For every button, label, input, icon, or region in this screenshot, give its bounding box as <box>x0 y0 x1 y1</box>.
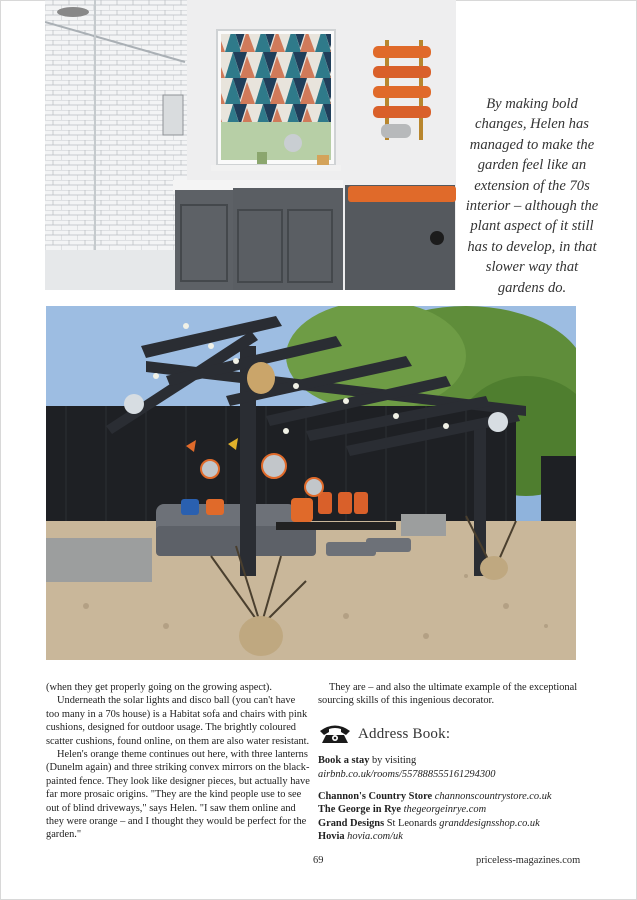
book-stay-label: Book a stay <box>318 755 370 767</box>
entry-url[interactable]: granddesignsshop.co.uk <box>439 817 540 829</box>
address-entry <box>318 817 580 830</box>
paragraph: Helen's orange theme continues out here, with three lanterns (Dunelm again) and three striking convex mirrors on the black-painted fence. They look like designer pieces, but actually have far more prosaic origins. "They are the kind people use to see out of blind driveways," says Helen. "I saw them online and they were orange – and I thought they would be perfect for the garden." <box>46 749 310 841</box>
entry-name: The George in Rye <box>318 804 402 816</box>
pull-quote: By making bold changes, Helen has managed to make the garden feel like an extension of the 70s interior – although the plant aspect of it still has to develop, in that slower way that gardens do. <box>465 96 599 296</box>
book-stay-url[interactable]: airbnb.co.uk/rooms/557888555161294300 <box>318 768 496 780</box>
book-stay-line <box>318 754 580 767</box>
entry-name: Channon's Country Store <box>318 791 433 803</box>
address-book-heading <box>318 722 580 748</box>
bathroom-photo <box>45 0 456 290</box>
entry-url[interactable]: hovia.com/uk <box>347 831 403 843</box>
telephone-icon <box>318 722 352 748</box>
entry-location: St Leonards <box>384 817 437 829</box>
page-number: 69 <box>313 855 324 866</box>
entry-url[interactable]: thegeorgeinrye.com <box>403 804 487 816</box>
address-entry <box>318 830 580 843</box>
entry-name: Hovia <box>318 831 345 843</box>
entry-name: Grand Designs <box>318 817 385 829</box>
footer-site-link[interactable]: priceless-magazines.com <box>476 855 581 866</box>
right-text-column <box>318 681 580 844</box>
paragraph: (when they get properly going on the growing aspect). <box>46 682 272 693</box>
paragraph: Underneath the solar lights and disco ball (you can't have too many in a 70s house) is a Habitat sofa and chairs with pink cushions, designed for outdoor usage. The brightly coloured scatter cushions, found online, on them are also water resistant. <box>46 695 310 747</box>
paragraph: They are – and also the ultimate example of the exceptional sourcing skills of this ingenious decorator. <box>318 682 578 707</box>
address-book-title: Address Book: <box>358 726 451 743</box>
book-stay-text: by visiting <box>369 755 417 767</box>
left-text-column <box>46 681 310 842</box>
garden-photo <box>46 306 576 660</box>
address-entry <box>318 803 580 816</box>
entry-url[interactable]: channonscountrystore.co.uk <box>434 791 552 803</box>
address-entry <box>318 790 580 803</box>
